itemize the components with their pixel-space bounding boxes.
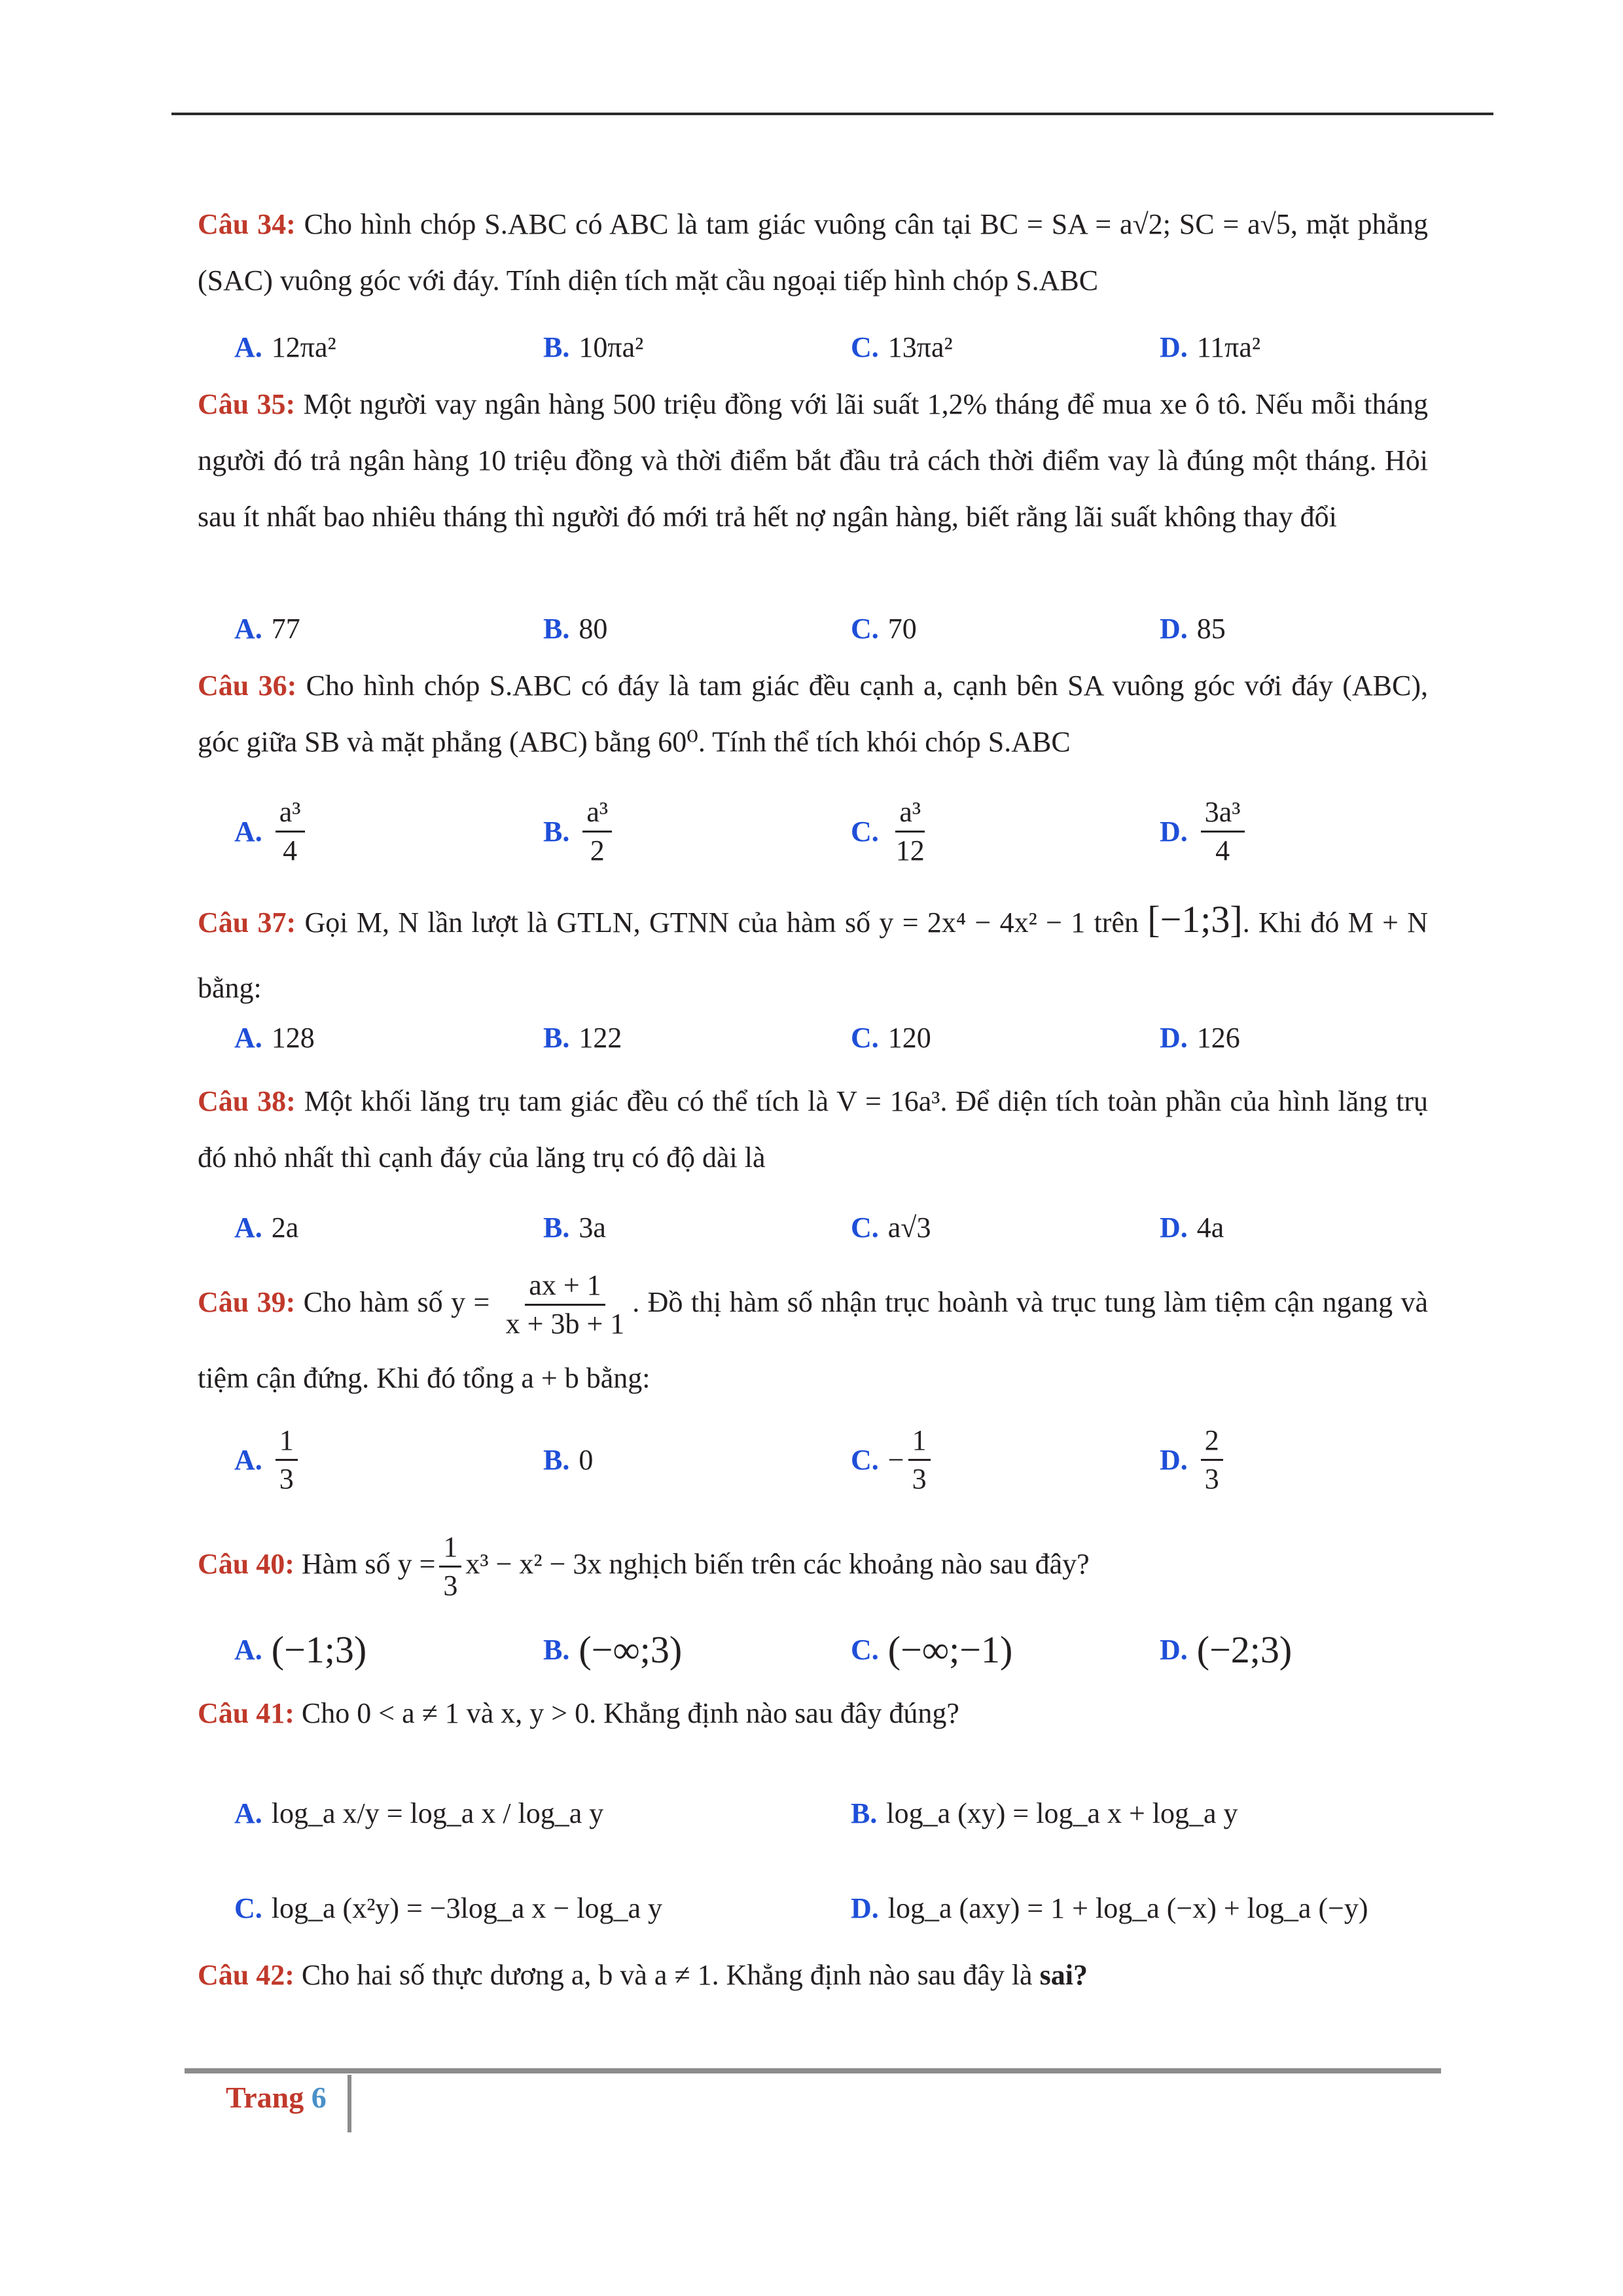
header-rule — [171, 113, 1493, 115]
option-value: 4a — [1196, 1211, 1224, 1244]
question-42 — [198, 1947, 1428, 2003]
option-a[interactable]: A. 128 — [234, 1021, 315, 1054]
options-row-34 — [0, 311, 1623, 383]
fraction: 2 3 — [1201, 1422, 1223, 1498]
math-expression: a + b — [521, 1362, 579, 1395]
question-40 — [198, 1525, 1428, 1604]
question-text: Cho hai số thực dương a, b và — [301, 1959, 647, 1991]
option-b[interactable]: B. a³ 2 — [543, 785, 616, 877]
question-label: Câu 35: — [198, 388, 296, 420]
question-text: Cho hình chóp S.ABC có đáy là tam giác đều cạnh a, cạnh bên SA vuông góc với đáy (ABC), góc giữa SB và mặt phẳng (ABC) bằng 60⁰. Tính thể tích khói chóp S.ABC — [198, 670, 1429, 758]
question-text: trên — [1094, 906, 1139, 939]
question-label: Câu 38: — [198, 1085, 296, 1117]
option-c[interactable]: C. (−∞;−1) — [851, 1628, 1013, 1671]
option-value: 13πa² — [887, 331, 953, 363]
question-text: Một người vay ngân hàng 500 triệu đồng với lãi suất 1,2% tháng để mua xe ô tô. Nếu mỗi tháng người đó trả ngân hàng 10 triệu đồng và thời điểm bắt đầu trả cách thời điểm vay là đúng một tháng. Hỏi sau ít nhất bao nhiêu tháng thì người đó mới trả hết nợ ngân hàng, biết rằng lãi suất không thay đổi — [198, 388, 1428, 533]
math-expression: M + N — [1347, 906, 1429, 939]
options-row-36 — [0, 785, 1623, 877]
option-c[interactable]: C. 70 — [851, 612, 917, 645]
question-text: Gọi M, N lần lượt là GTLN, GTNN của hàm số — [304, 906, 871, 939]
option-a[interactable]: A. (−1;3) — [234, 1628, 367, 1671]
fraction: $\frac{ax + 1}{x + 3b + 1}$ — [502, 1267, 629, 1342]
option-d[interactable]: D. 126 — [1160, 1021, 1240, 1054]
option-c[interactable]: C. 13πa² — [851, 331, 953, 363]
question-text: Một khối lăng trụ tam giác đều có thể tích là — [304, 1085, 829, 1117]
option-b[interactable]: B. 80 — [543, 612, 608, 645]
option-value: 70 — [887, 612, 917, 645]
option-value: 120 — [887, 1021, 931, 1054]
question-text: nghịch biến trên các khoảng nào sau đây? — [609, 1548, 1090, 1580]
option-c[interactable]: C. a³ 12 — [851, 785, 933, 877]
option-value: log_a (xy) = log_a x + log_a y — [886, 1797, 1238, 1829]
fraction: 3a³ 4 — [1201, 794, 1245, 869]
option-a[interactable]: A. 1 3 — [234, 1414, 302, 1505]
fraction: a³ 12 — [892, 794, 929, 869]
option-value: (−∞;−1) — [887, 1628, 1013, 1671]
option-a[interactable]: A. 77 — [234, 612, 300, 645]
option-a[interactable]: A. 2a — [234, 1211, 299, 1244]
math-expression: y = — [451, 1286, 490, 1318]
question-text: . Khẳng định nào sau đây đúng? — [589, 1697, 959, 1729]
question-39 — [198, 1266, 1428, 1414]
option-value: 10πa² — [579, 331, 644, 363]
option-value: log_a (axy) = 1 + log_a (−x) + log_a (−y) — [887, 1892, 1368, 1924]
question-label: Câu 36: — [198, 670, 297, 702]
math-expression: x, y > 0 — [501, 1697, 590, 1729]
option-c[interactable]: C. − $\frac{1}{3}$ — [851, 1414, 935, 1505]
question-text: Cho hình chóp S.ABC có ABC là tam giác vuông cân tại — [304, 208, 972, 240]
option-b[interactable]: B. 3a — [543, 1211, 606, 1244]
option-value: 122 — [579, 1021, 622, 1054]
question-35 — [198, 376, 1428, 545]
option-value: 77 — [271, 612, 300, 645]
option-d[interactable]: D. 2 3 — [1160, 1414, 1227, 1505]
option-value: log_a (x²y) = −3log_a x − log_a y — [271, 1892, 662, 1924]
fraction: a³ 2 — [582, 794, 612, 869]
math-interval: [−1;3] — [1147, 898, 1243, 941]
question-text: bằng: — [586, 1362, 651, 1395]
options-row-40 — [0, 1613, 1623, 1685]
option-value: 0 — [579, 1443, 594, 1476]
option-c[interactable]: C. 120 — [851, 1021, 931, 1054]
fraction: $\frac{1}{3}$ — [439, 1529, 461, 1604]
option-d[interactable]: D. 85 — [1160, 612, 1226, 645]
fraction: 1 3 — [276, 1422, 298, 1498]
math-expression: a ≠ 1 — [654, 1959, 712, 1991]
options-row-39 — [0, 1414, 1623, 1505]
option-d[interactable]: D. log_a (axy) = 1 + log_a (−x) + log_a (−y) — [851, 1892, 1368, 1924]
math-expression: 0 < a ≠ 1 — [357, 1697, 459, 1729]
math-expression: y = — [397, 1548, 436, 1580]
question-label: Câu 40: — [198, 1548, 294, 1580]
options-row-35 — [0, 592, 1623, 664]
option-d[interactable]: D. 11πa² — [1160, 331, 1261, 363]
option-b[interactable]: B. 10πa² — [543, 331, 644, 363]
page-footer — [226, 2080, 327, 2115]
option-d[interactable]: D. (−2;3) — [1160, 1628, 1293, 1671]
question-text: Hàm số — [301, 1548, 391, 1580]
options-row-41b — [0, 1872, 1623, 1944]
question-label: Câu 41: — [198, 1697, 294, 1729]
option-value: 11πa² — [1196, 331, 1261, 363]
question-38 — [198, 1073, 1428, 1186]
option-value: 126 — [1196, 1021, 1240, 1054]
option-value: 85 — [1196, 612, 1226, 645]
option-value: (−2;3) — [1196, 1628, 1293, 1671]
math-expression: BC = SA = a√2; SC = a√5 — [980, 208, 1291, 240]
options-row-41a — [0, 1767, 1623, 1859]
option-a[interactable]: A. 12πa² — [234, 331, 336, 363]
option-value: (−∞;3) — [579, 1628, 683, 1671]
option-value: 2a — [271, 1211, 299, 1244]
question-36 — [198, 658, 1428, 770]
option-value: (−1;3) — [271, 1628, 367, 1671]
footer-divider — [348, 2075, 351, 2132]
option-d[interactable]: D. 3a³ 4 — [1160, 785, 1249, 877]
question-text: Cho hàm số — [303, 1286, 443, 1318]
math-expression: x³ − x² − 3x — [465, 1548, 602, 1580]
options-row-37 — [0, 1001, 1623, 1073]
option-value: log_a x/y = log_a x / log_a y — [271, 1797, 604, 1829]
question-label: Câu 42: — [198, 1959, 294, 1991]
option-value: 3a — [579, 1211, 606, 1244]
emphasis-text: sai? — [1039, 1959, 1088, 1991]
question-34 — [198, 196, 1428, 309]
question-text: , mặt phẳng (SAC) vuông góc với đáy. Tính diện tích mặt cầu ngoại tiếp hình chóp S.ABC — [198, 208, 1429, 296]
question-41 — [198, 1685, 1428, 1742]
option-d[interactable]: D. 4a — [1160, 1211, 1224, 1244]
option-b[interactable]: B. 0 — [543, 1443, 594, 1476]
math-expression: V = 16a³ — [836, 1085, 940, 1117]
question-text: . Để diện tích toàn phần của hình lăng trụ đó nhỏ nhất thì cạnh đáy của lăng trụ có độ dài là — [198, 1085, 1429, 1174]
option-value: a√3 — [887, 1211, 931, 1244]
question-text: . Đồ thị hàm số nhận trục hoành và trục tung làm tiệm cận ngang và tiệm cận đứng. Khi đó tổng — [198, 1286, 1429, 1395]
option-c[interactable]: C. a√3 — [851, 1211, 931, 1244]
question-text: bằng: — [198, 972, 262, 1004]
footer-rule — [185, 2068, 1441, 2073]
footer-label: Trang — [226, 2081, 304, 2114]
question-label: Câu 39: — [198, 1286, 296, 1318]
question-label: Câu 34: — [198, 208, 296, 240]
fraction: a³ 4 — [276, 794, 305, 869]
question-label: Câu 37: — [198, 906, 296, 939]
question-text: và — [466, 1697, 494, 1729]
option-b[interactable]: B. (−∞;3) — [543, 1628, 683, 1671]
option-b[interactable]: B. log_a (xy) = log_a x + log_a y — [851, 1797, 1238, 1829]
option-sign: − — [887, 1443, 904, 1476]
option-value: 128 — [271, 1021, 315, 1054]
page-number: 6 — [311, 2081, 327, 2114]
question-text: . Khẳng định nào sau đây là — [711, 1959, 1033, 1991]
option-value: 12πa² — [271, 331, 336, 363]
math-expression: y = 2x⁴ − 4x² − 1 — [879, 906, 1086, 939]
question-text: . Khi đó — [1242, 906, 1340, 939]
options-row-38 — [0, 1191, 1623, 1263]
option-value: 80 — [579, 612, 608, 645]
question-text: Cho — [301, 1697, 350, 1729]
fraction: $\frac{1}{3}$ — [908, 1422, 931, 1498]
option-a[interactable]: A. log_a x/y = log_a x / log_a y — [234, 1797, 604, 1829]
option-c[interactable]: C. log_a (x²y) = −3log_a x − log_a y — [234, 1892, 662, 1924]
option-b[interactable]: B. 122 — [543, 1021, 622, 1054]
option-a[interactable]: A. a³ 4 — [234, 785, 309, 877]
